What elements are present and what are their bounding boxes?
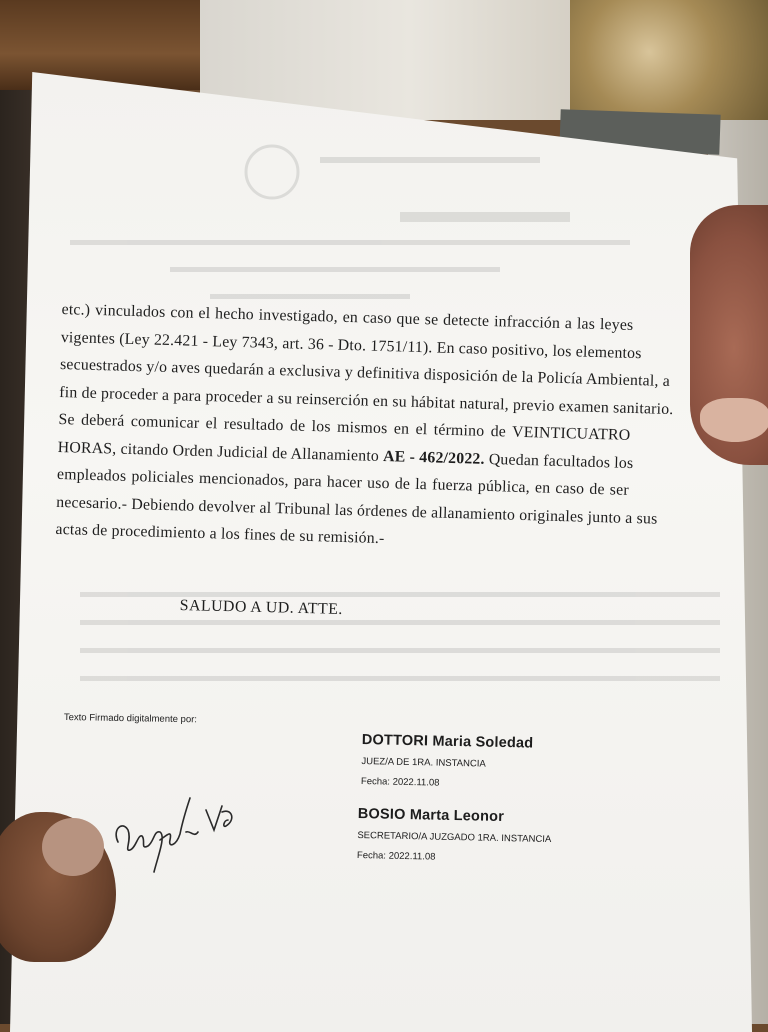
case-number: AE - 462/2022. (382, 447, 485, 468)
closing-greeting: SALUDO A UD. ATTE. (179, 597, 343, 618)
signatory-date: Fecha: 2022.11.08 (360, 775, 440, 789)
signatory-name: DOTTORI Maria Soledad (361, 732, 534, 752)
signatory-role: SECRETARIO/A JUZGADO 1RA. INSTANCIA (357, 829, 552, 846)
body-line: empleados policiales mencionados, para hacer uso de la fuerza pública, en caso de ser (56, 465, 630, 499)
body-line: etc.) vinculados con el hecho investigado, en caso que se detecte infracción a las leyes (61, 300, 634, 334)
body-line: actas de procedimiento a los fines de su remisión.- (55, 520, 385, 548)
body-line: necesario.- Debiendo devolver al Tribunal las órdenes de allanamiento originales junto a sus (56, 493, 658, 528)
order-body (55, 296, 674, 559)
signatory-date: Fecha: 2022.11.08 (356, 849, 436, 863)
body-line: vigentes (Ley 22.421 - Ley 7343, art. 36 - Dto. 1751/11). En caso positivo, los elementos (60, 328, 642, 362)
signatory-secretary (357, 806, 552, 865)
body-line: fin de proceder a para proceder a su reinserción en su hábitat natural, previo examen sanitario. (59, 383, 674, 418)
signatory-judge (361, 732, 534, 791)
body-text-segment: Quedan facultados los (488, 450, 634, 472)
signatory-role: JUEZ/A DE 1RA. INSTANCIA (361, 755, 486, 770)
digital-signature-label: Texto Firmado digitalmente por: (63, 712, 198, 726)
body-line: secuestrados y/o aves quedarán a exclusiva y definitiva disposición de la Policía Ambiental, a (59, 355, 671, 391)
body-line: Se deberá comunicar el resultado de los mismos en el término de VEINTICUATRO (58, 410, 631, 444)
handwritten-signature-icon (110, 790, 240, 880)
right-thumbnail (700, 398, 768, 442)
body-text-segment: HORAS, citando Orden Judicial de Allanamiento (57, 438, 380, 465)
left-thumbnail (42, 818, 104, 876)
signatory-name: BOSIO Marta Leonor (357, 806, 505, 826)
